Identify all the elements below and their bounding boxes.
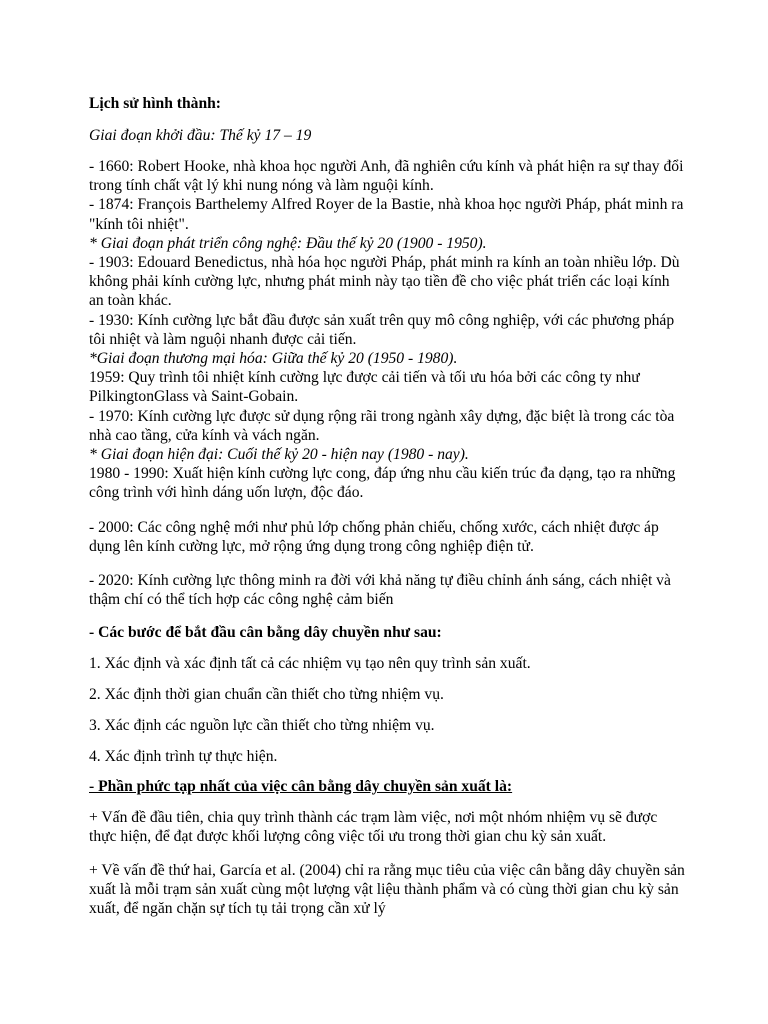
history-list [89,157,685,503]
complexity-point: + Vấn đề đầu tiên, chia quy trình thành các trạm làm việc, nơi một nhóm nhiệm vụ sẽ được thực hiện, để đạt được khối lượng công việc tối ưu trong thời gian chu kỳ sản xuất. [89,809,658,846]
steps-heading: - Các bước để bắt đầu cân bằng dây chuyền như sau: [89,624,442,641]
step-item: 4. Xác định trình tự thực hiện. [89,748,278,765]
history-1874: - 1874: François Barthelemy Alfred Royer de la Bastie, nhà khoa học người Pháp, phát minh ra "kính tôi nhiệt". [89,196,684,233]
history-2020: - 2020: Kính cường lực thông minh ra đời với khả năng tự điều chỉnh ánh sáng, cách nhiệt và thậm chí có thể tích hợp các công nghệ cảm biến [89,572,671,609]
period-heading: *Giai đoạn thương mại hóa: Giữa thế kỷ 20 (1950 - 1980). [89,350,458,368]
period-heading: * Giai đoạn phát triển công nghệ: Đầu thế kỷ 20 (1900 - 1950). [89,234,487,252]
step-item: 1. Xác định và xác định tất cả các nhiệm vụ tạo nên quy trình sản xuất. [89,655,531,672]
complexity-heading: - Phần phức tạp nhất của việc cân bằng dây chuyền sản xuất là: [89,778,513,795]
history-1660: - 1660: Robert Hooke, nhà khoa học người Anh, đã nghiên cứu kính và phát hiện ra sự thay đổi trong tính chất vật lý khi nung nóng và làm nguội kính. [89,158,684,195]
step-item: 3. Xác định các nguồn lực cần thiết cho từng nhiệm vụ. [89,717,435,734]
step-item: 2. Xác định thời gian chuẩn cần thiết cho từng nhiệm vụ. [89,686,444,703]
history-1903: - 1903: Edouard Benedictus, nhà hóa học người Pháp, phát minh ra kính an toàn nhiều lớp. Dù không phải kính cường lực, nhưng phát minh này tạo tiền đề cho việc phát triển các loại kính an toàn khác. [89,254,680,310]
section-heading: Lịch sử hình thành: [89,95,221,112]
history-1959: 1959: Quy trình tôi nhiệt kính cường lực được cải tiến và tối ưu hóa bởi các công ty như PilkingtonGlass và Saint-Gobain. [89,369,640,406]
history-2000: - 2000: Các công nghệ mới như phủ lớp chống phản chiếu, chống xước, cách nhiệt được áp dụng lên kính cường lực, mở rộng ứng dụng trong công nghiệp điện tử. [89,519,659,556]
history-1930: - 1930: Kính cường lực bắt đầu được sản xuất trên quy mô công nghiệp, với các phương pháp tôi nhiệt và làm nguội nhanh được cải tiến. [89,311,675,348]
history-1980: 1980 - 1990: Xuất hiện kính cường lực cong, đáp ứng nhu cầu kiến trúc đa dạng, tạo ra những công trình với hình dáng uốn lượn, độc đáo. [89,465,676,502]
history-1970: - 1970: Kính cường lực được sử dụng rộng rãi trong ngành xây dựng, đặc biệt là trong các tòa nhà cao tầng, cửa kính và vách ngăn. [89,407,675,444]
period-heading: * Giai đoạn hiện đại: Cuối thế kỷ 20 - hiện nay (1980 - nay). [89,446,469,464]
complexity-point: + Về vấn đề thứ hai, García et al. (2004) chỉ ra rằng mục tiêu của việc cân bằng dây chuyền sản xuất là mỗi trạm sản xuất cùng một lượng vật liệu thành phẩm và có cùng thời gian chu kỳ sản xuất, để ngăn chặn sự tích tụ tải trọng cần xử lý [89,862,685,918]
period-heading: Giai đoạn khởi đầu: Thế kỷ 17 – 19 [89,127,312,144]
